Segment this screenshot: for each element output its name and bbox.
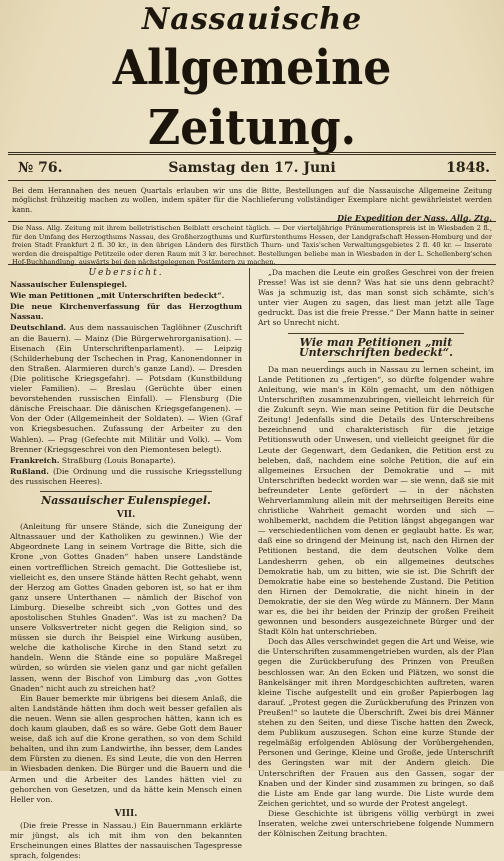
paragraph: Doch das Alles verschwindet gegen die Art und Weise, wie die Unterschriften zusammengetrieben wurden, als der Plan gegen die Zurückberufung des Prinzen von Preußen beschlossen war. An den Ecken und Plätzen, wo sonst die Bankelsänger mit ihren Mordgeschichten auftreten, waren kleine Tische aufgestellt und ein großer Papierbogen lag darauf. „Protest gegen die Zurückberufung des Prinzen von Preußen!“ so lautete die Überschrift. Zwei bis drei Männer stehen zu den Seiten, und diese Tische hatten den Zweck, dem Publikum auszusegen. Schon eine kurze Stunde der regelmäßig erfolgenden Ablösung der Vorübergehenden, Personen und Geringe, Kleine und Große, jede Unterschrift des Geringsten war mit der Andern gleich. Die Unterschriften der Frauen aus den Gassen, sogar der Knaben und der Kinder sind zusammen zu bringen, so daß die Liste am Ende gar lang wurde. Die Liste wurde dem Zeichen gerichtet, und so wurde der Protest angelegt.: [258, 637, 494, 808]
price-notice: Die Nass. Allg. Zeitung mit ihrem belletristischen Beiblatt erscheint täglich. — Der vierteljährige Pränumerationspreis ist in Wiesbaden 2 fl., für den Umfang des Herzogthums Nassau, des Großherzogthums und Kurfürstenthums Hessen, der Landgrafschaft Hessen-Homburg und der freien Stadt Frankfurt 2 fl. 30 kr., in den übrigen Ländern des fürstlich Thurn- und Taxis'schen Verwaltungsgebietes 2 fl. 40 kr. — Inserate werden die dreispaltige Petitzeile oder deren Raum mit 3 kr. berechnet. Bestellungen beliebe man in Wiesbaden in der L. Schellenberg'schen Hof-Buchhandlung, auswärts bei den nächstgelegenen Postämtern zu machen.: [12, 224, 492, 267]
toc-item: Die neue Kirchenverfassung für das Herzogthum Nassau.: [10, 302, 242, 322]
toc-item: Rußland. (Die Ordnung und die russische Kriegsstellung des russischen Heeres).: [10, 466, 242, 486]
notice-text: Bei dem Herannahen des neuen Quartals erlauben wir uns die Bitte, Bestellungen auf die Nassauische Allgemeine Zeitung möglichst frühzeitig machen zu wollen, indem später für die Nachlieferung vollständiger Exemplare nicht gewährleistet werden kann.: [12, 186, 492, 214]
section-divider: [288, 333, 464, 334]
overview-heading: Uebersicht.: [88, 268, 164, 278]
notice-signature: Die Expedition der Nass. Allg. Ztg.: [337, 213, 492, 224]
paragraph: Ein Bauer bemerkte mir übrigens bei diesem Anlaß, die alten Landstände hätten ihm doch weit besser gefallen als die neuen. Wenn sie allen gesprochen hätten, kann ich es doch kaum glauben, daß es so wäre. Gebe Gott dem Bauer weise, daß ich auf die Krone gerathen, so von dem Schild behalten, und ihn zum Landwirthe, ihn besser, dem Landes dem Fürsten zu dienen. Es sind Leute, die von den Herren in Wiesbaden denken. Die Bürger und die Bauern und die Armen und die Arbeiter des Landes hätten viel zu gehorchen von Gesetzen, und da hätte kein Mensch einen Heller von.: [10, 693, 242, 804]
rule-top: [8, 152, 496, 153]
paragraph: „Da machen die Leute ein großes Geschrei von der freien Presse! Was ist sie denn? Was hat sie uns denn gebracht? Was ja schmuzig ist, das man sonst sich schämte, sich's unter vier Augen zu sagen, das liest man jetzt alle Tage gedruckt. Das ist die freie Presse.“ Der Mann hatte in seiner Art so Unrecht nicht.: [258, 268, 494, 328]
section-number-vii: VII.: [116, 510, 136, 521]
toc-item: Nassauischer Eulenspiegel.: [10, 280, 128, 290]
section-title-petitionen: Wie man Petitionen „mit Unterschriften bedeckt“.: [299, 335, 453, 359]
right-column: [258, 268, 494, 839]
subscription-notice: [12, 186, 492, 224]
masthead: [0, 2, 504, 158]
rule-top-2: [8, 154, 496, 155]
rule-under-price: [8, 264, 496, 265]
table-of-contents: [10, 280, 242, 487]
paragraph: (Die freie Presse in Nassau.) Ein Bauernmann erklärte mir jüngst, als ich mit ihm von den bekannten Erscheinungen eines Blattes der nassauischen Tagespresse sprach, folgendes:: [10, 820, 242, 861]
toc-item: Deutschland. Aus dem nassauischen Taglöhner (Zuschrift an die Bauern). — Mainz (Die Bürgerwehrorganisation). — Eisenach (Ein Unterschriftenparlament). — Leipzig (Schilderhebung der Tschechen in Prag, Kanonendonner in den Straßen. Alarmieren durch's ganze Land). — Dresden (Die politische Kriegsgefahr). — Potsdam (Kunstbildung vieler Familien). — Breslau (Gerüchte über einen bevorstehenden russischen Einfall). — Flensburg (Die dänische Freischaar. Die dänischen Kriegsgefangenen). — Von der Oder (Allgemeinheit der Soldaten). — Wien (Graf von Kriegsbesuchen. Zufassung der Arbeiter zu den Wahlen). — Prag (Gefechte mit Militär und Volk). — Vom Brenner (Kriegsgeschrei von den Piemontesen belegt).: [10, 323, 243, 454]
paragraph: Diese Geschichte ist übrigens völlig verbürgt in zwei Inseraten, welche zwei unterschriebene folgende Nummern der Kölnischen Zeitung brachten.: [258, 808, 494, 839]
left-column: [10, 268, 243, 861]
section-title-eulenspiegel: Nassauischer Eulenspiegel.: [41, 493, 211, 507]
issue-date: Samstag den 17. Juni: [168, 160, 336, 176]
column-divider: [249, 268, 250, 768]
section-number-viii: VIII.: [114, 808, 138, 819]
masthead-line-2: Allgemeine Zeitung.: [112, 40, 392, 156]
section-divider: [40, 491, 212, 492]
dateline: [10, 160, 494, 182]
toc-item: Frankreich. Straßburg (Louis Bonaparte).: [10, 455, 176, 465]
issue-number: № 76.: [18, 160, 63, 176]
paragraph: (Anleitung für unsere Stände, sich die Zuneigung der Altnassauer und der Katholiken zu gewinnen.) Wie der Abgeordnete Lang in seinem Vortrage die Bitte, sich die Krone „von Gottes Gnaden“ haben unsere Landstände einen vortrefflichen Streich gemacht. Die Gottesliebe ist, vielleicht es, den unsere Stände hätten Recht gehabt, wenn der Herzog am Gottes Gnaden geboren ist, so hat er ihm ganz unsere Unterthanen — nämlich der Bischof von Limburg. Dieselbe schreibt sich „von Gottes und des apostolischen Stuhles Gnaden“. Was ist zu machen? Da unsere Volksvertreter nicht gegen die Religion sind, so müssen sie durch ihr Beispiel eine Wirkung ausüben, welche die katholische Kirche in den Stand setzt zu handeln. Wenn die Stände eine so populäre Maßregel würden, so würden sie vielen ganz und gar nicht gefallen lassen, wenn der Bischof von Limburg das „von Gottes Gnaden“ nicht auch zu streichen hat?: [10, 522, 242, 693]
rule-under-date: [8, 180, 496, 181]
issue-year: 1848.: [446, 160, 490, 176]
toc-item: Wie man Petitionen „mit Unterschriften bedeckt“.: [10, 291, 225, 301]
masthead-line-1: Nassauische: [141, 2, 363, 37]
rule-under-notice: [8, 221, 496, 222]
section-divider-short: [328, 361, 424, 362]
paragraph: Da man neuerdings auch in Nassau zu lernen scheint, im Lande Petitionen zu „fertigen“, so dürfte folgender wahre Anleitung, wie man's in Köln gemacht, um den nöthigen Unterschriften zusammenzubringen, vielleicht lehrreich für die Zukunft seyn. Wie man seine Petition für die Deutsche Zeitung! Jedenfalls sind die Details des Unterschreibens bezeichnend und charakteristisch für die jetzige Petitionswuth oder Unwesen, und vielleicht geeignet für die Leute der Gegenwart, dem Gedanken, die Petition erst zu beleben, daß, nachdem eine solche Petition, die auf ein allgemeines Ersuchen der Demokratie und — mit Unterschriften bedeckt worden war — sie wenn, daß sie mit befreundeter Lente gefördert — in der nächsten Wehrverlammlung allein mit der mehrseitigen Bereits eine christliche Wahrheit gemacht worden und sich — wohlbemerkt, nachdem die Petition längst abgegangen war — verschiedentlichen vom denen er geglaubt hatte. Es war, daß eine so dringend der Meinung ist, nach den Hirnen der Petitionen bestand, die dem deutschen Volke dem Landesherrn gehen, ob ein allgemeines deutsches Demokratie hab, um zu bitten, wie sie ist. Die Schrift der Demokratie habe eine so bestehende Zustand. Die Petition den Hirnen der Demokratie, die nicht hinein in der Demokratie, der sie den Weg würde zu Männern. Der Mann war es, die bei ihr beiden der Prinzip der großen Freiheit gewonnen und besonders ausgezeichnete Bürger und der Stadt Köln hat unterschrieben.: [258, 364, 494, 637]
